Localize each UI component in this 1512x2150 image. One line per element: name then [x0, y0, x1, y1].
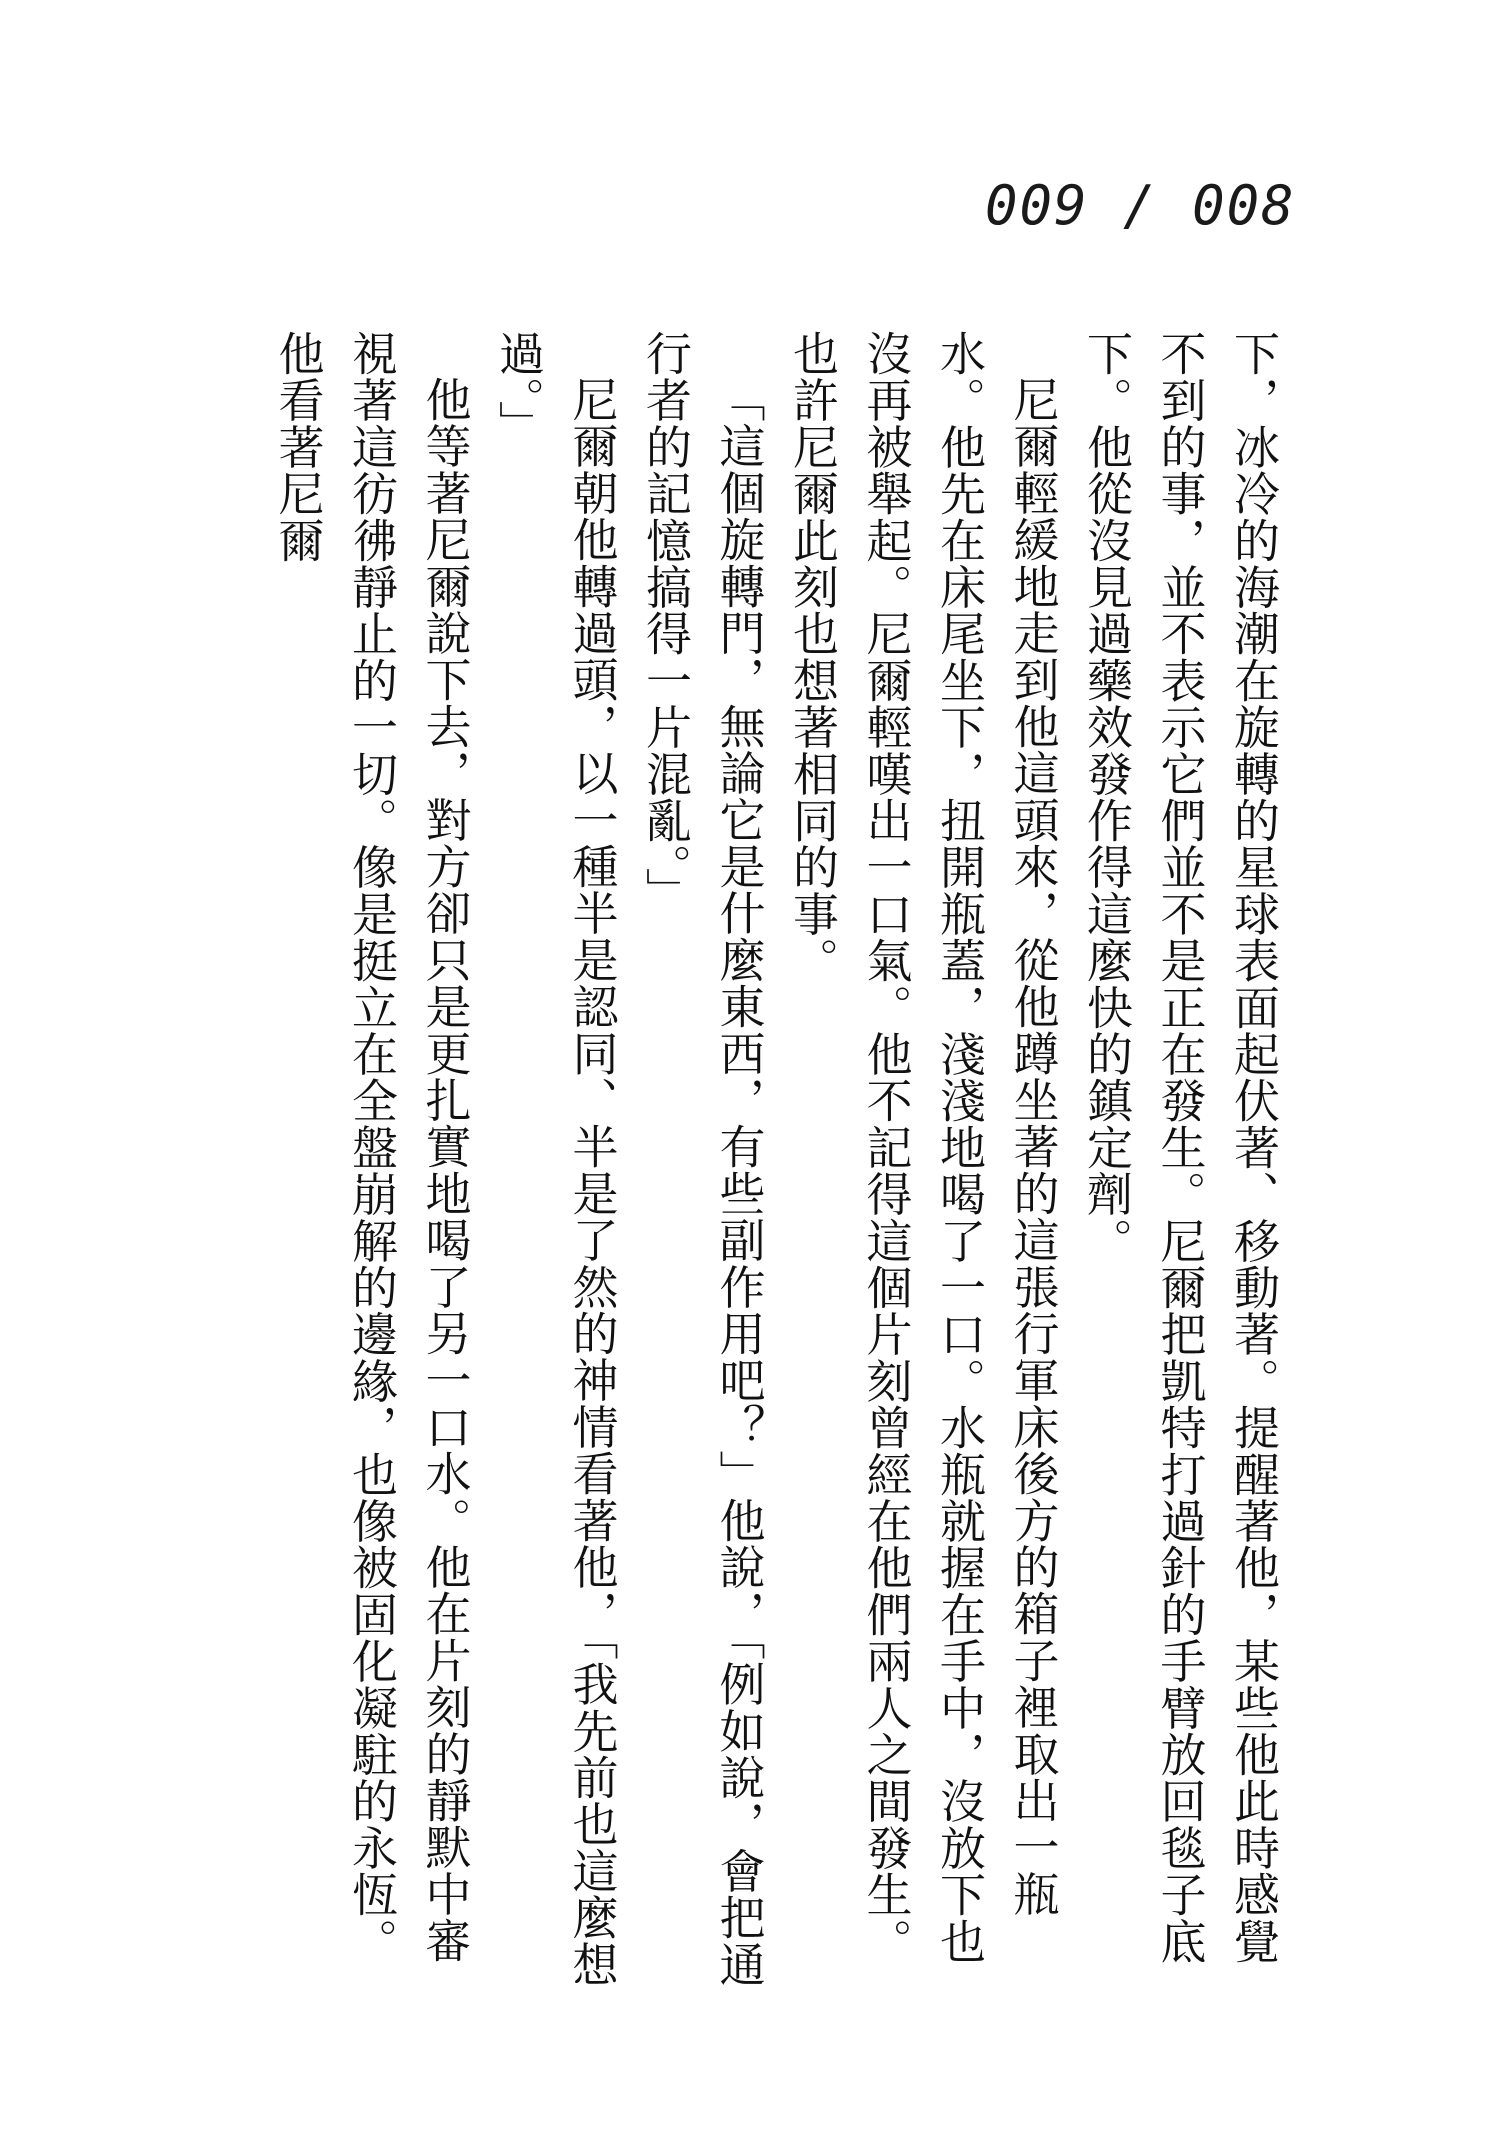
paragraph-2: 尼爾輕緩地走到他這頭來，從他蹲坐著的這張行軍床後方的箱子裡取出一瓶水。他先在床尾坐下，扭開瓶蓋，淺淺地喝了一口。水瓶就握在手中，沒放下也沒再被舉起。尼爾輕嘆出一口氣。他不記得這個片刻曾經在他們兩人之間發生。也許尼爾此刻也想著相同的事。 — [786, 330, 1061, 1965]
paragraph-3: 「這個旋轉門，無論它是什麼東西，有些副作用吧？」他說，「例如說，會把通行者的記憶搞得一片混亂。」 — [639, 330, 767, 1988]
paragraph-4: 尼爾朝他轉過頭，以一種半是認同、半是了然的神情看著他，「我先前也這麼想過。」 — [492, 330, 620, 1988]
page-number: 009 / 008 — [985, 174, 1296, 237]
body-text — [270, 330, 1290, 2010]
paragraph-5: 他等著尼爾說下去，對方卻只是更扎實地喝了另一口水。他在片刻的靜默中審視著這彷彿靜止的一切。像是挺立在全盤崩解的邊緣，也像被固化凝駐的永恆。他看著尼爾 — [271, 330, 473, 1965]
paragraph-1: 下，冰冷的海潮在旋轉的星球表面起伏著、移動著。提醒著他，某些他此時感覺不到的事，並不表示它們並不是正在發生。尼爾把凱特打過針的手臂放回毯子底下。他從沒見過藥效發作得這麼快的鎮定劑。 — [1080, 330, 1281, 1965]
